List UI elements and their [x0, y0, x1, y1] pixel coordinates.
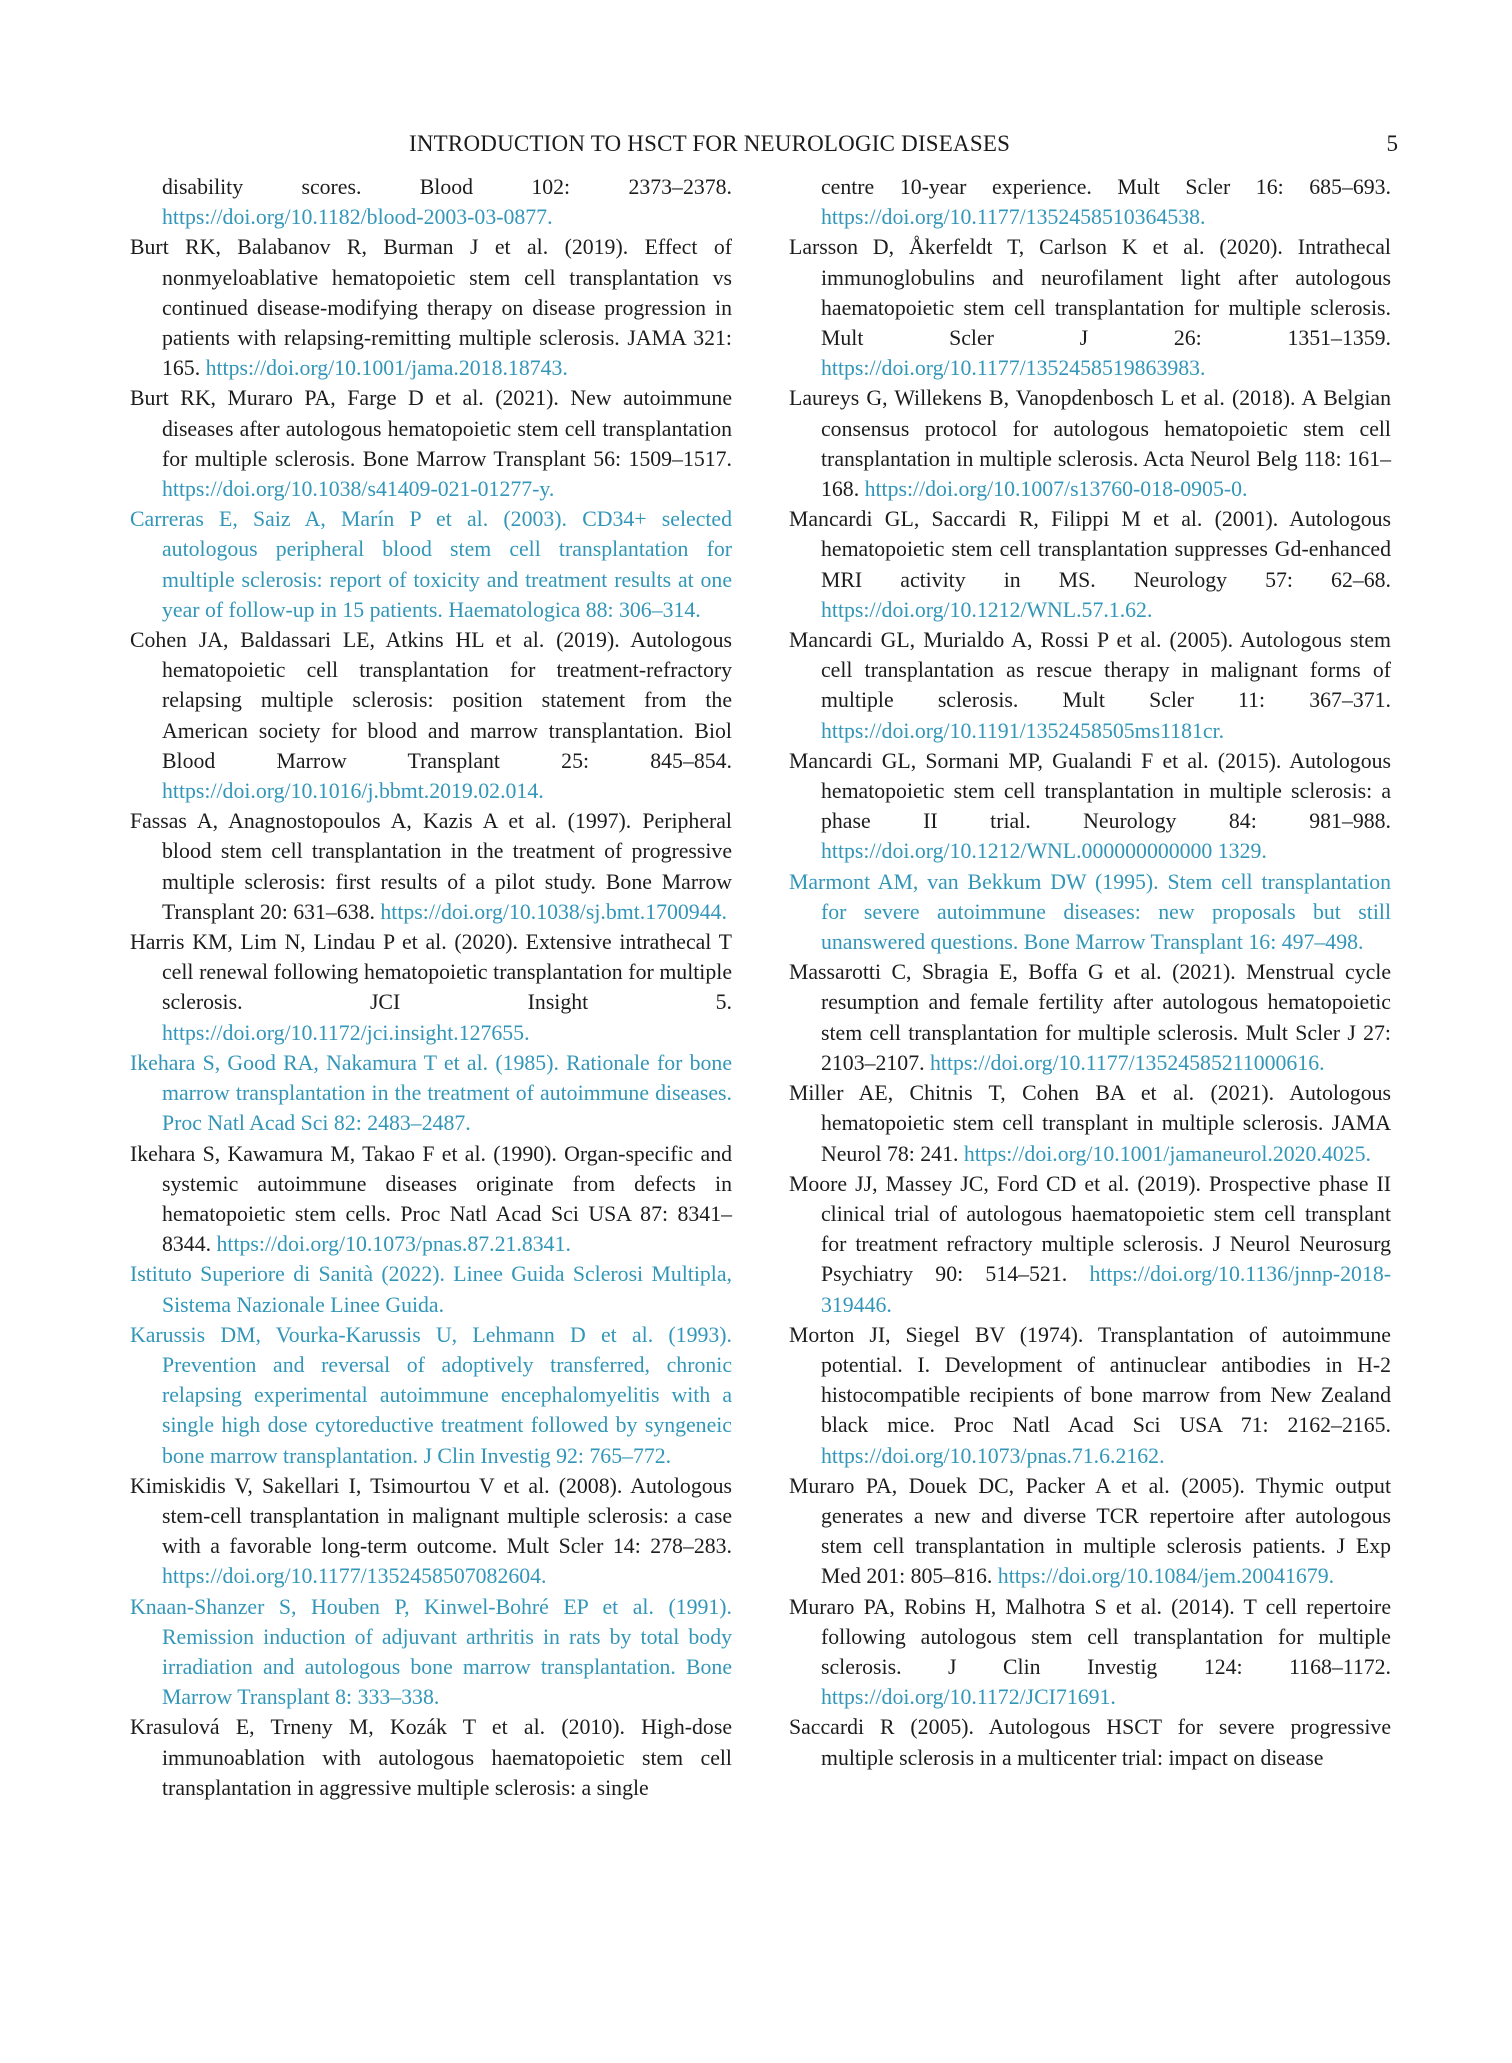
reference-text: Muraro PA, Douek DC, Packer A et al. (2005). Thymic output generates a new and diverse TCR repertoire after autologous stem cell transplantation in multiple sclerosis patients. J Exp Med 201: 805–816.	[789, 1473, 1391, 1589]
doi-link[interactable]: https://doi.org/10.1191/1352458505ms1181cr.	[821, 718, 1225, 743]
reference-text: Knaan-Shanzer S, Houben P, Kinwel-Bohré EP et al. (1991). Remission induction of adjuvant arthritis in rats by total body irradiation and autologous bone marrow transplantation. Bone Marrow Transplant 8: 333–338.	[130, 1594, 732, 1710]
reference-entry	[789, 957, 1391, 1078]
doi-link[interactable]: https://doi.org/10.1177/1352458519863983.	[821, 356, 1206, 381]
reference-text: Ikehara S, Good RA, Nakamura T et al. (1985). Rationale for bone marrow transplantation in the treatment of autoimmune diseases. Proc Natl Acad Sci 82: 2483–2487.	[130, 1050, 732, 1136]
reference-text: Burt RK, Balabanov R, Burman J et al. (2019). Effect of nonmyeloablative hematopoietic stem cell transplantation vs continued disease-modifying therapy on disease progression in patients with relapsing-remitting multiple sclerosis. JAMA 321: 165.	[130, 235, 732, 381]
right-reference-column	[789, 172, 1391, 1773]
reference-text: Istituto Superiore di Sanità (2022). Linee Guida Sclerosi Multipla, Sistema Nazionale Linee Guida.	[130, 1262, 732, 1317]
reference-text: Larsson D, Åkerfeldt T, Carlson K et al. (2020). Intrathecal immunoglobulins and neurofilament light after autologous haematopoietic stem cell transplantation for multiple sclerosis. Mult Scler J 26: 1351–1359.	[789, 235, 1391, 351]
doi-link[interactable]: https://doi.org/10.1007/s13760-018-0905-0.	[864, 477, 1248, 502]
reference-entry	[789, 1169, 1391, 1320]
reference-text: Karussis DM, Vourka-Karussis U, Lehmann D et al. (1993). Prevention and reversal of adoptively transferred, chronic relapsing experimental autoimmune encephalomyelitis with a single high dose cytoreductive treatment followed by syngeneic bone marrow transplantation. J Clin Investig 92: 765–772.	[130, 1322, 732, 1468]
reference-text: Harris KM, Lim N, Lindau P et al. (2020). Extensive intrathecal T cell renewal following hematopoietic transplantation for multiple sclerosis. JCI Insight 5.	[130, 930, 732, 1015]
doi-link[interactable]: https://doi.org/10.1212/WNL.57.1.62.	[821, 597, 1153, 622]
reference-text: Muraro PA, Robins H, Malhotra S et al. (2014). T cell repertoire following autologous stem cell transplantation for multiple sclerosis. J Clin Investig 124: 1168–1172.	[789, 1594, 1391, 1679]
reference-text: Miller AE, Chitnis T, Cohen BA et al. (2021). Autologous hematopoietic stem cell transplant in multiple sclerosis. JAMA Neurol 78: 241.	[789, 1081, 1391, 1166]
page-number: 5	[1386, 131, 1398, 156]
reference-entry	[789, 1592, 1391, 1713]
reference-entry[interactable]	[130, 1320, 732, 1471]
doi-link[interactable]: https://doi.org/10.1001/jama.2018.18743.	[205, 356, 568, 381]
doi-link[interactable]: https://doi.org/10.1177/1352458510364538.	[821, 205, 1206, 230]
reference-entry	[130, 1139, 732, 1260]
reference-entry	[130, 1471, 732, 1592]
reference-entry	[130, 383, 732, 504]
reference-entry	[789, 383, 1391, 504]
doi-link[interactable]: https://doi.org/10.1136/jnnp-2018-319446.	[821, 1262, 1391, 1317]
reference-text: Saccardi R (2005). Autologous HSCT for severe progressive multiple sclerosis in a multicenter trial: impact on disease	[789, 1715, 1391, 1770]
reference-entry	[789, 1078, 1391, 1169]
doi-link[interactable]: https://doi.org/10.1001/jamaneurol.2020.4025.	[963, 1141, 1371, 1166]
doi-link[interactable]: https://doi.org/10.1177/13524585211000616.	[929, 1050, 1325, 1075]
reference-text: Marmont AM, van Bekkum DW (1995). Stem cell transplantation for severe autoimmune diseases: new proposals but still unanswered questions. Bone Marrow Transplant 16: 497–498.	[789, 869, 1391, 955]
reference-entry	[130, 927, 732, 1048]
reference-entry	[130, 172, 732, 232]
reference-entry	[130, 806, 732, 927]
reference-entry	[789, 1471, 1391, 1592]
reference-entry	[789, 172, 1391, 232]
reference-entry	[130, 625, 732, 806]
reference-text: Mancardi GL, Murialdo A, Rossi P et al. (2005). Autologous stem cell transplantation as rescue therapy in malignant forms of multiple sclerosis. Mult Scler 11: 367–371.	[789, 628, 1391, 713]
doi-link[interactable]: https://doi.org/10.1172/JCI71691.	[821, 1685, 1116, 1710]
reference-text: Krasulová E, Trneny M, Kozák T et al. (2010). High-dose immunoablation with autologous haematopoietic stem cell transplantation in aggressive multiple sclerosis: a single	[130, 1715, 732, 1800]
reference-text: Morton JI, Siegel BV (1974). Transplantation of autoimmune potential. I. Development of antinuclear antibodies in H-2 histocompatible recipients of bone marrow from New Zealand black mice. Proc Natl Acad Sci USA 71: 2162–2165.	[789, 1322, 1391, 1438]
reference-entry	[789, 232, 1391, 383]
reference-text: Moore JJ, Massey JC, Ford CD et al. (2019). Prospective phase II clinical trial of autologous haematopoietic stem cell transplant for treatment refractory multiple sclerosis. J Neurol Neurosurg Psychiatry 90: 514–521.	[789, 1171, 1391, 1287]
doi-link[interactable]: https://doi.org/10.1182/blood-2003-03-0877.	[162, 205, 553, 230]
reference-entry	[789, 504, 1391, 625]
reference-text: Burt RK, Muraro PA, Farge D et al. (2021). New autoimmune diseases after autologous hematopoietic stem cell transplantation for multiple sclerosis. Bone Marrow Transplant 56: 1509–1517.	[130, 386, 732, 471]
doi-link[interactable]: https://doi.org/10.1177/1352458507082604.	[162, 1564, 547, 1589]
reference-text: centre 10-year experience. Mult Scler 16: 685–693.	[821, 175, 1391, 199]
doi-link[interactable]: https://doi.org/10.1084/jem.20041679.	[997, 1564, 1335, 1589]
reference-entry	[789, 625, 1391, 746]
reference-entry[interactable]	[130, 1592, 732, 1713]
doi-link[interactable]: https://doi.org/10.1038/s41409-021-01277-y.	[162, 477, 555, 502]
running-head	[130, 131, 1398, 165]
reference-text: Massarotti C, Sbragia E, Boffa G et al. (2021). Menstrual cycle resumption and female fertility after autologous hematopoietic stem cell transplantation for multiple sclerosis. Mult Scler J 27: 2103–2107.	[789, 960, 1391, 1075]
reference-text: Cohen JA, Baldassari LE, Atkins HL et al. (2019). Autologous hematopoietic cell transplantation for treatment-refractory relapsing multiple sclerosis: position statement from the American society for blood and marrow transplantation. Biol Blood Marrow Transplant 25: 845–854.	[130, 628, 732, 773]
reference-entry	[789, 746, 1391, 867]
reference-entry	[130, 1712, 732, 1803]
reference-text: Ikehara S, Kawamura M, Takao F et al. (1990). Organ-specific and systemic autoimmune diseases originate from defects in hematopoietic stem cells. Proc Natl Acad Sci USA 87: 8341–8344.	[130, 1141, 732, 1257]
doi-link[interactable]: https://doi.org/10.1212/WNL.000000000000 1329.	[821, 839, 1267, 864]
doi-link[interactable]: https://doi.org/10.1073/pnas.87.21.8341.	[216, 1232, 571, 1257]
running-head-title: INTRODUCTION TO HSCT FOR NEUROLOGIC DISEASES	[409, 131, 1011, 156]
doi-link[interactable]: https://doi.org/10.1172/jci.insight.127655.	[162, 1020, 530, 1045]
reference-text: Mancardi GL, Sormani MP, Gualandi F et al. (2015). Autologous hematopoietic stem cell transplantation in multiple sclerosis: a phase II trial. Neurology 84: 981–988.	[789, 748, 1391, 834]
doi-link[interactable]: https://doi.org/10.1016/j.bbmt.2019.02.014.	[162, 779, 544, 804]
reference-text: Kimiskidis V, Sakellari I, Tsimourtou V et al. (2008). Autologous stem-cell transplantation in malignant multiple sclerosis: a case with a favorable long-term outcome. Mult Scler 14: 278–283.	[130, 1473, 732, 1559]
reference-entry[interactable]	[130, 1259, 732, 1319]
left-reference-column	[130, 172, 732, 1803]
reference-text: Mancardi GL, Saccardi R, Filippi M et al. (2001). Autologous hematopoietic stem cell transplantation suppresses Gd-enhanced MRI activity in MS. Neurology 57: 62–68.	[789, 507, 1391, 592]
reference-text: Laureys G, Willekens B, Vanopdenbosch L et al. (2018). A Belgian consensus protocol for autologous hematopoietic stem cell transplantation in multiple sclerosis. Acta Neurol Belg 118: 161–168.	[789, 386, 1391, 502]
reference-text: disability scores. Blood 102: 2373–2378.	[162, 175, 732, 199]
reference-entry	[789, 1712, 1391, 1772]
reference-text: Carreras E, Saiz A, Marín P et al. (2003). CD34+ selected autologous peripheral blood stem cell transplantation for multiple sclerosis: report of toxicity and treatment results at one year of follow-up in 15 patients. Haematologica 88: 306–314.	[130, 507, 732, 622]
reference-entry	[130, 232, 732, 383]
reference-entry	[789, 1320, 1391, 1471]
reference-text: Fassas A, Anagnostopoulos A, Kazis A et al. (1997). Peripheral blood stem cell transplantation in the treatment of progressive multiple sclerosis: first results of a pilot study. Bone Marrow Transplant 20: 631–638.	[130, 809, 732, 924]
doi-link[interactable]: https://doi.org/10.1073/pnas.71.6.2162.	[821, 1443, 1165, 1468]
doi-link[interactable]: https://doi.org/10.1038/sj.bmt.1700944.	[380, 899, 727, 924]
reference-entry[interactable]	[130, 504, 732, 625]
reference-entry[interactable]	[789, 867, 1391, 958]
reference-entry[interactable]	[130, 1048, 732, 1139]
